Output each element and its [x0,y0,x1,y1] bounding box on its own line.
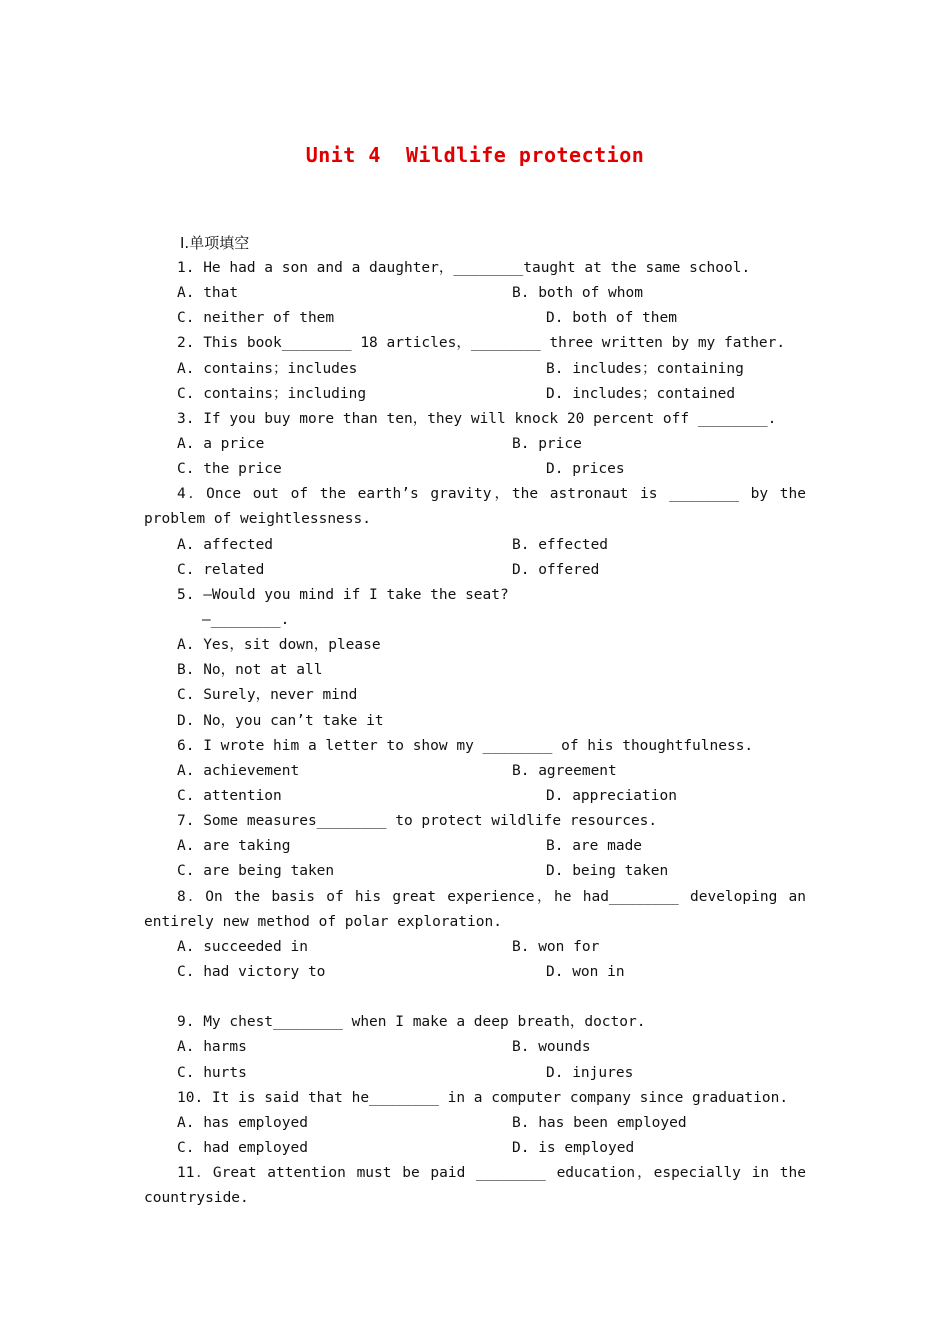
option-a: A. contains；includes [177,360,358,377]
option-b: B. includes；containing [546,360,744,377]
option-row [144,960,806,985]
question-stem: 7. Some measures________ to protect wildlife resources. [177,813,658,830]
option-row [144,558,806,583]
option-a: A. harms [177,1039,247,1056]
option-row [144,281,806,306]
option-d: D. is employed [512,1139,635,1156]
option-a: A. that [177,285,239,302]
option-b: B. price [512,435,582,452]
question-stem: 3. If you buy more than ten，they will knock 20 percent off ________. [177,410,777,427]
option-row [144,1136,806,1161]
option-b: B. No，not at all [177,662,323,679]
spacer [144,985,806,1010]
option-b: B. won for [512,938,600,955]
option-d: D. prices [546,461,625,478]
question-stem-continued: countryside. [144,1190,249,1207]
option-c: C. related [177,561,265,578]
question-stem: 1. He had a son and a daughter，________taught at the same school. [177,260,751,276]
option-c: C. hurts [177,1064,247,1081]
option-d: D. No，you can’t take it [177,712,384,729]
question-stem: 5. —Would you mind if I take the seat? [177,586,509,603]
question-stem: 8．On the basis of his great experience，he had________ developing an [177,888,806,905]
option-a: A. a price [177,435,265,452]
option-c: C. had employed [177,1139,308,1156]
option-c: C. had victory to [177,963,326,980]
option-a: A. affected [177,536,274,553]
question-stem: 10. It is said that he________ in a computer company since graduation. [177,1089,789,1106]
question-stem: 11．Great attention must be paid ________ education，especially in the [177,1165,806,1182]
option-d: D. appreciation [546,787,677,804]
option-row [144,457,806,482]
option-c: C. contains；including [177,385,367,402]
option-b: B. are made [546,838,643,855]
option-row [144,1035,806,1060]
page-title: Unit 4 Wildlife protection [305,143,645,167]
question-stem-continued: entirely new method of polar exploration. [144,913,502,930]
option-a: A. succeeded in [177,938,308,955]
option-row [144,784,806,809]
option-row [144,357,806,382]
option-row [144,533,806,558]
option-row [144,759,806,784]
question-stem: 4．Once out of the earth’s gravity，the astronaut is ________ by the [177,486,806,503]
option-d: D. won in [546,963,625,980]
option-row [144,935,806,960]
option-c: C. attention [177,787,282,804]
option-d: D. offered [512,561,600,578]
option-b: B. effected [512,536,609,553]
section-heading: Ⅰ.单项填空 [180,234,250,252]
option-row [144,306,806,331]
option-c: C. Surely，never mind [177,687,358,704]
option-d: D. includes；contained [546,385,736,402]
question-stem: 2. This book________ 18 articles，________ three written by my father. [177,335,786,352]
option-c: C. are being taken [177,863,335,880]
option-c: C. the price [177,461,282,478]
option-row [144,382,806,407]
option-d: D. being taken [546,863,669,880]
dialogue-reply: —________. [202,611,290,628]
option-b: B. wounds [512,1039,591,1056]
option-c: C. neither of them [177,310,335,327]
option-b: B. both of whom [512,285,643,302]
question-list [144,231,806,1211]
question-stem: 6. I wrote him a letter to show my ________ of his thoughtfulness. [177,737,754,754]
option-b: B. has been employed [512,1114,687,1131]
option-b: B. agreement [512,762,617,779]
option-d: D. injures [546,1064,634,1081]
option-row [144,834,806,859]
option-row [144,1111,806,1136]
option-a: A. achievement [177,762,300,779]
option-row [144,1061,806,1086]
option-d: D. both of them [546,310,677,327]
question-stem-continued: problem of weightlessness. [144,511,371,528]
option-a: A. are taking [177,838,291,855]
option-row [144,432,806,457]
option-a: A. has employed [177,1114,308,1131]
question-stem: 9. My chest________ when I make a deep breath，doctor. [177,1014,646,1031]
option-a: A. Yes，sit down，please [177,637,381,654]
option-row [144,859,806,884]
